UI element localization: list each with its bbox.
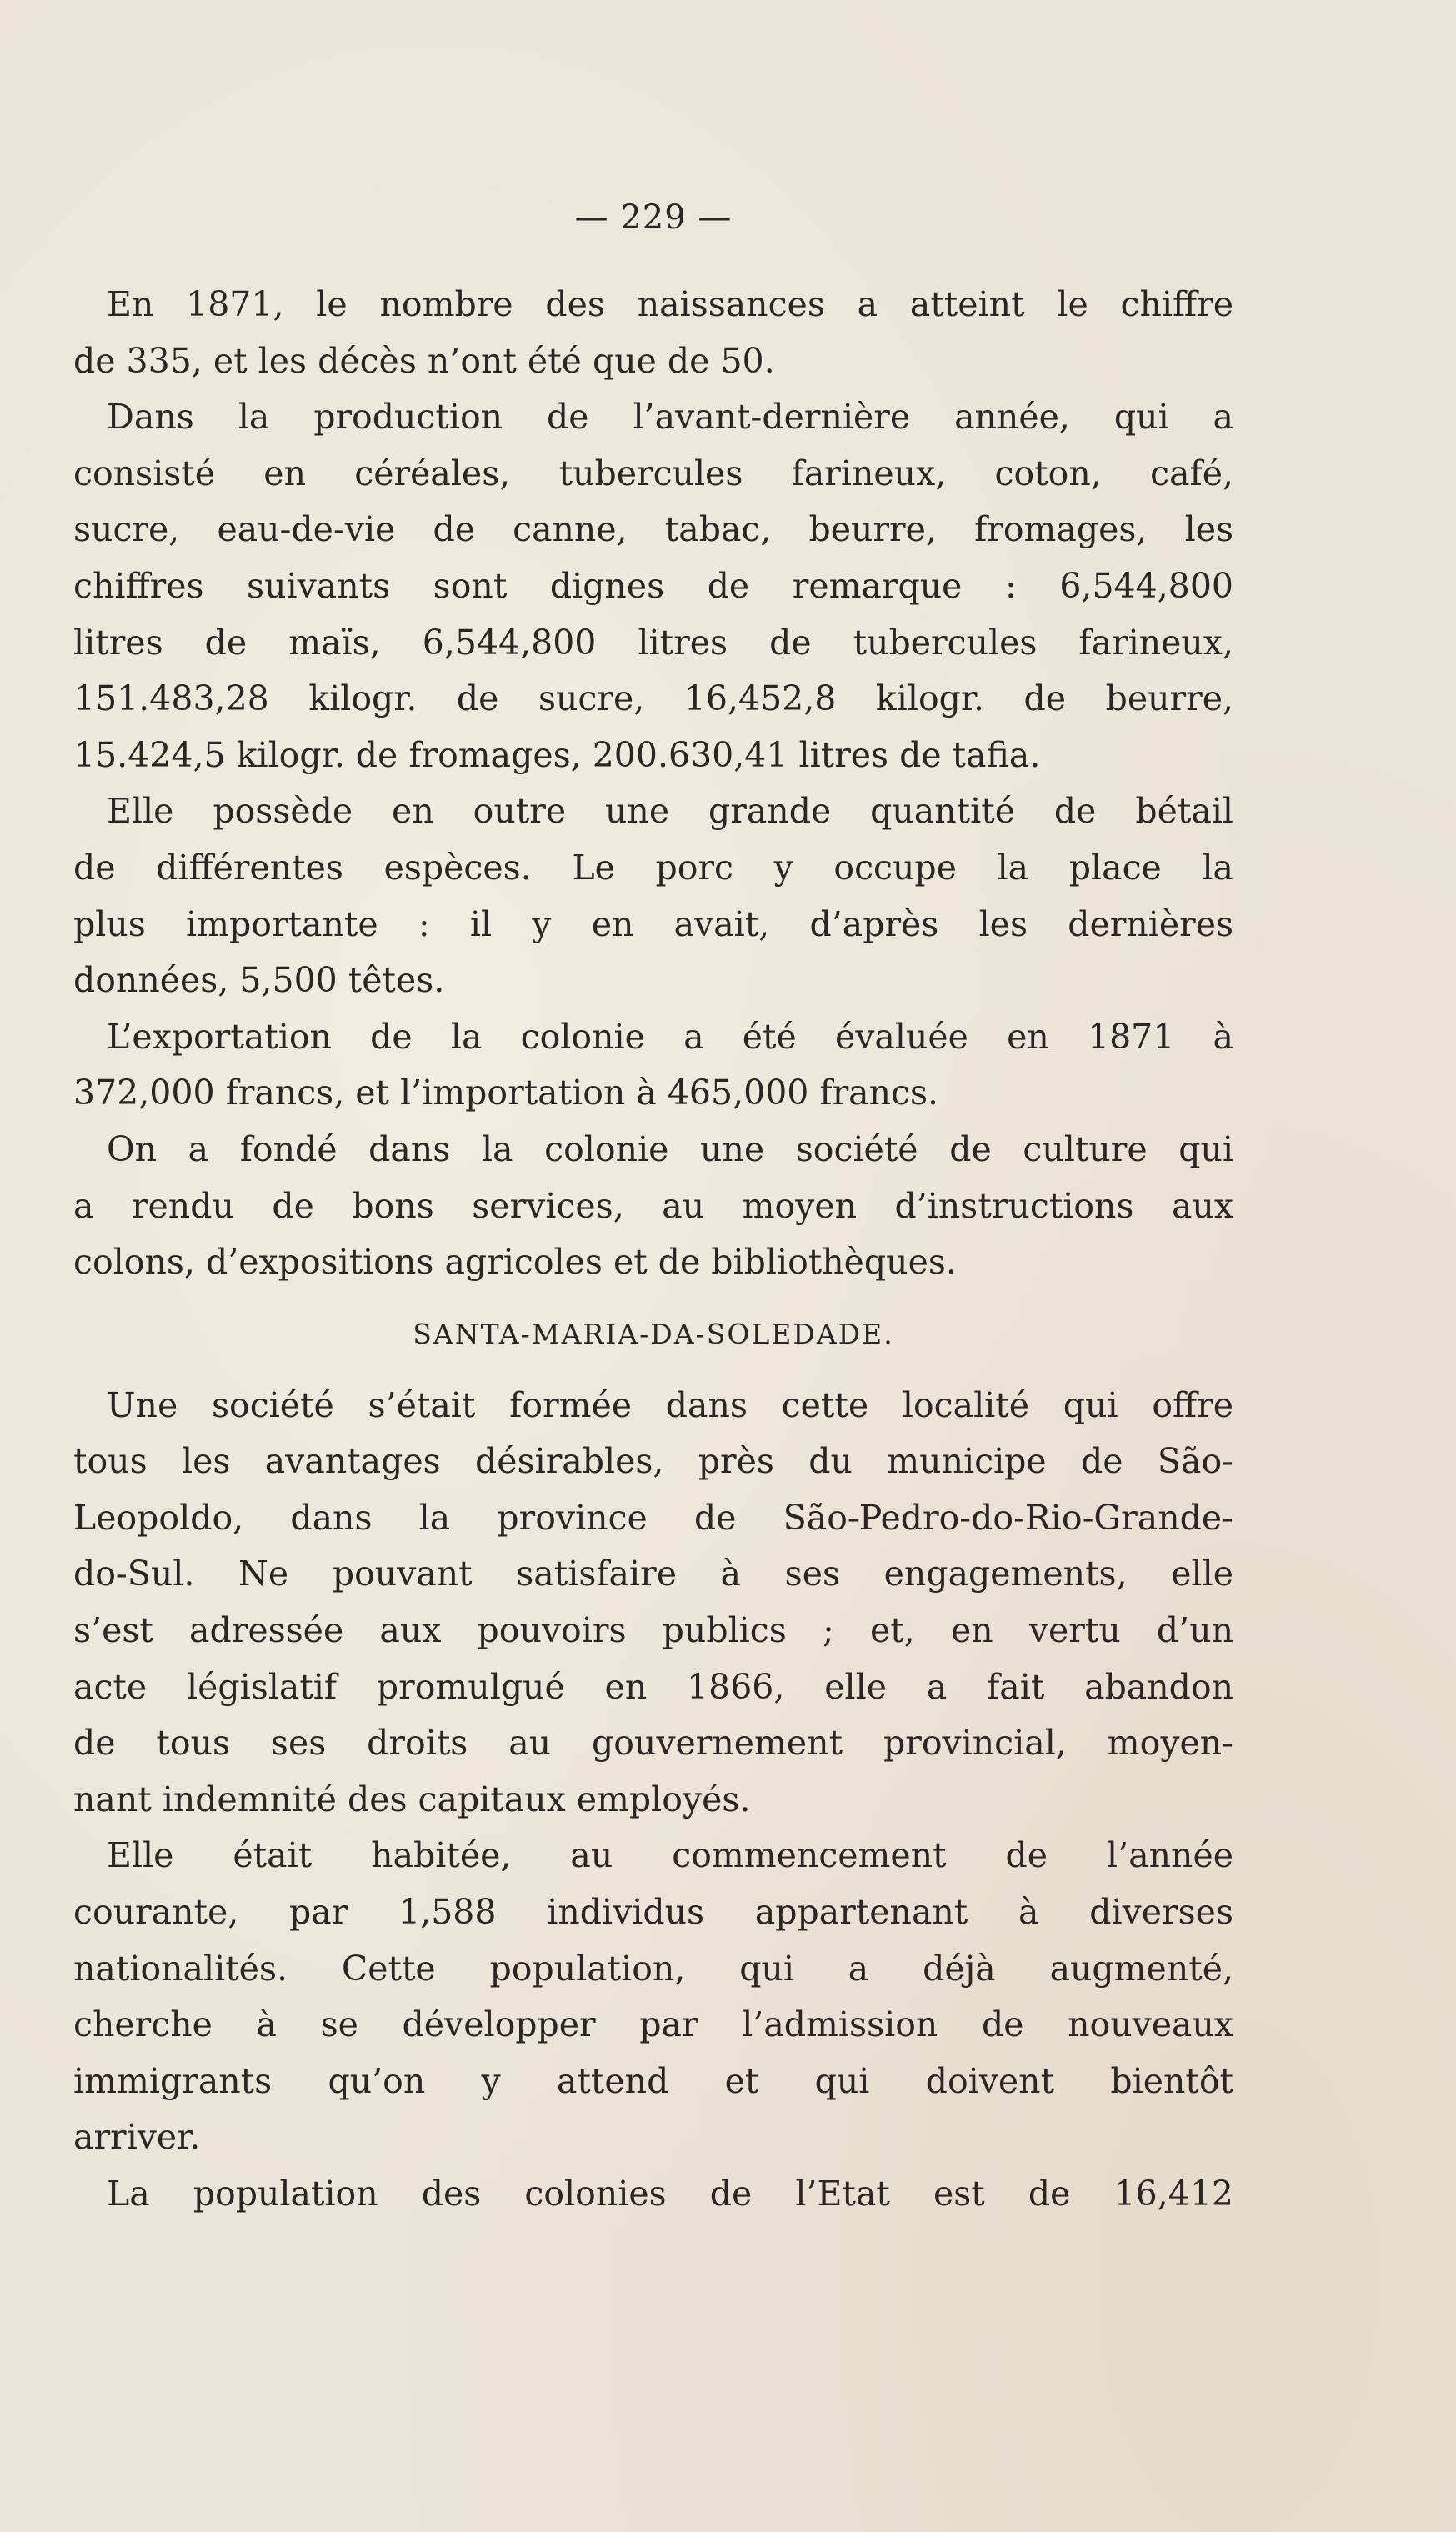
- text-line: immigrants qu’on y attend et qui doivent bientôt: [73, 2060, 1233, 2101]
- text-line: consisté en céréales, tubercules farineux, coton, café,: [73, 453, 1233, 493]
- text-line: de 335, et les décès n’ont été que de 50.: [73, 340, 775, 381]
- text-line: La population des colonies de l’Etat est de 16,412: [107, 2174, 1233, 2214]
- body-text: [73, 277, 1233, 2223]
- text-line: do-Sul. Ne pouvant satisfaire à ses engagements, elle: [73, 1554, 1233, 1594]
- text-line: Une société s’était formée dans cette localité qui offre: [107, 1384, 1233, 1425]
- text-line: nant indemnité des capitaux employés.: [73, 1779, 751, 1819]
- paragraph: [73, 1828, 1233, 2166]
- text-line: litres de maïs, 6,544,800 litres de tubercules farineux,: [73, 622, 1233, 663]
- text-line: 372,000 francs, et l’importation à 465,000 francs.: [73, 1073, 939, 1113]
- page-number: — 229 —: [574, 198, 733, 237]
- text-line: acte législatif promulgué en 1866, elle a fait abandon: [73, 1666, 1233, 1707]
- text-line: a rendu de bons services, au moyen d’instructions aux: [73, 1185, 1233, 1226]
- text-line: plus importante : il y en avait, d’après les dernières: [73, 903, 1233, 944]
- text-line: tous les avantages désirables, près du municipe de São-: [73, 1441, 1233, 1482]
- paragraph: [73, 389, 1233, 783]
- text-line: arriver.: [73, 2117, 201, 2158]
- text-line: Elle était habitée, au commencement de l’année: [107, 1835, 1233, 1876]
- text-line: sucre, eau-de-vie de canne, tabac, beurre, fromages, les: [73, 509, 1233, 550]
- text-line: chiffres suivants sont dignes de remarque : 6,544,800: [73, 565, 1233, 606]
- paragraph: [73, 783, 1233, 1008]
- paragraph: [73, 1378, 1233, 1829]
- text-line: En 1871, le nombre des naissances a atteint le chiffre: [107, 284, 1233, 324]
- text-line: Elle possède en outre une grande quantité de bétail: [107, 791, 1233, 832]
- text-line: On a fondé dans la colonie une société de culture qui: [107, 1128, 1233, 1169]
- paragraph: [73, 1009, 1233, 1122]
- text-line: 151.483,28 kilogr. de sucre, 16,452,8 kilogr. de beurre,: [73, 678, 1233, 719]
- paragraph: [73, 1122, 1233, 1291]
- section-heading: [73, 1291, 1233, 1378]
- text-line: Leopoldo, dans la province de São-Pedro-do-Rio-Grande-: [73, 1497, 1233, 1538]
- paragraph: [73, 2166, 1233, 2223]
- text-line: Dans la production de l’avant-dernière année, qui a: [107, 397, 1233, 438]
- text-line: courante, par 1,588 individus appartenant à diverses: [73, 1892, 1233, 1933]
- text-line: 15.424,5 kilogr. de fromages, 200.630,41 litres de tafia.: [73, 734, 1041, 775]
- text-line: nationalités. Cette population, qui a déjà augmenté,: [73, 1948, 1233, 1989]
- text-line: de différentes espèces. Le porc y occupe la place la: [73, 847, 1233, 888]
- text-line: colons, d’expositions agricoles et de bibliothèques.: [73, 1242, 957, 1283]
- text-line: cherche à se développer par l’admission de nouveaux: [73, 2004, 1233, 2045]
- text-line: de tous ses droits au gouvernement provincial, moyen-: [73, 1723, 1233, 1764]
- paragraph: [73, 277, 1233, 389]
- heading-text: SANTA-MARIA-DA-SOLEDADE.: [413, 1317, 894, 1350]
- text-line: L’exportation de la colonie a été évaluée en 1871 à: [107, 1016, 1233, 1057]
- text-line: données, 5,500 têtes.: [73, 960, 445, 1001]
- text-line: s’est adressée aux pouvoirs publics ; et, en vertu d’un: [73, 1610, 1233, 1651]
